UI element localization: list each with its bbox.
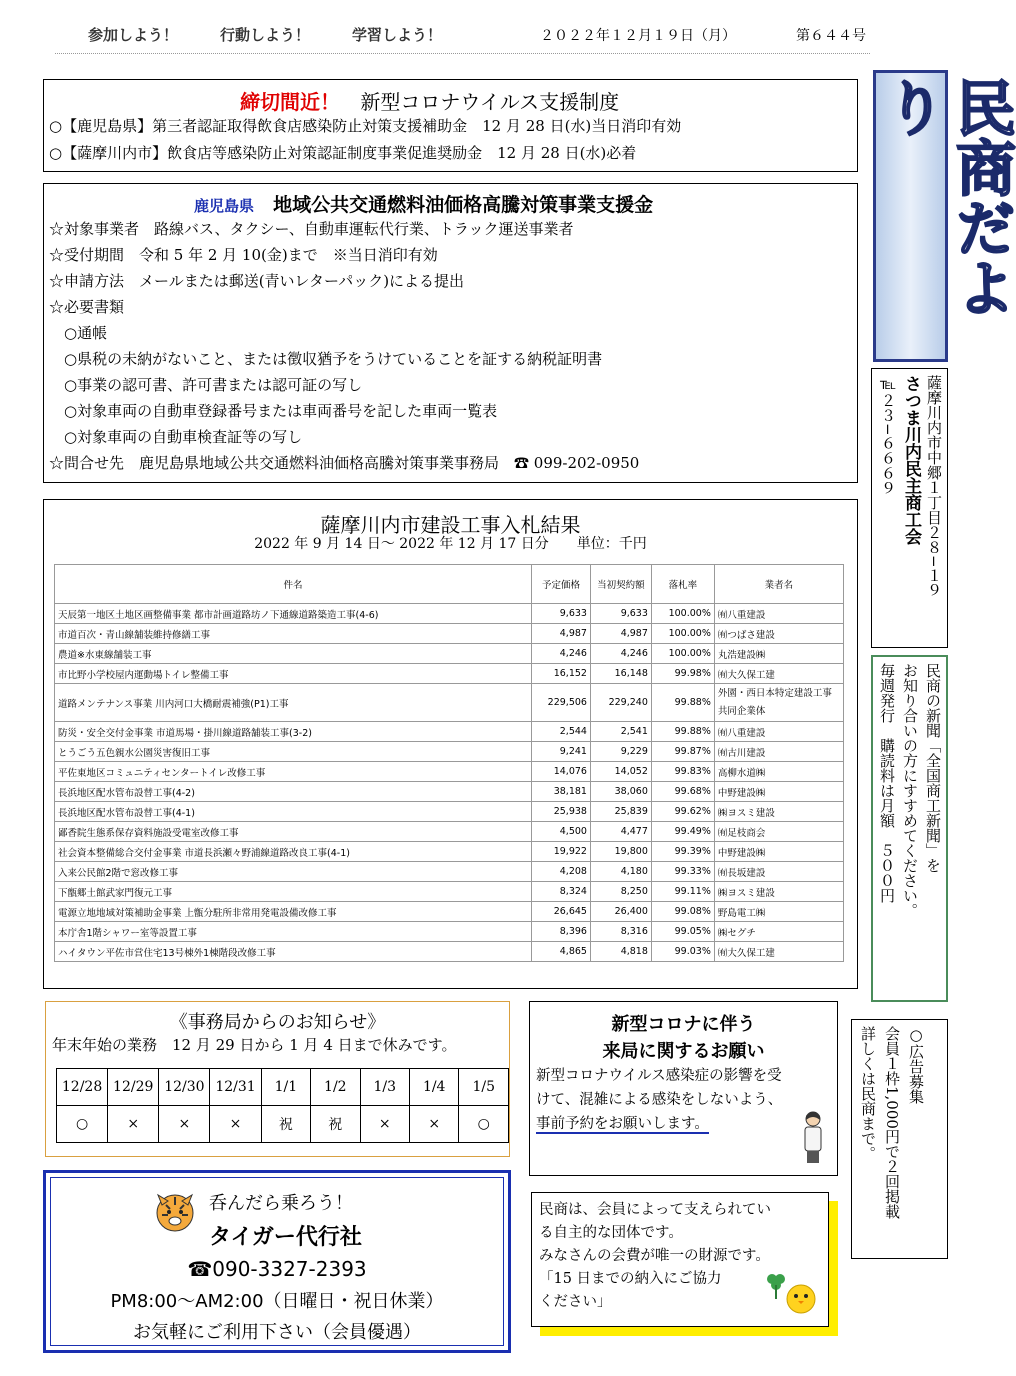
bid-rate: 99.11%: [651, 882, 714, 902]
bid-rate: 99.08%: [651, 902, 714, 922]
bid-contract-amount: 9,229: [590, 742, 651, 762]
bid-project-name: 長浜地区配水管布設替工事(4-1): [55, 802, 532, 822]
col-header: 落札率: [651, 565, 714, 604]
table-row: [55, 604, 844, 624]
bid-contractor: 外園・西日本特定建設工事共同企業体: [714, 684, 843, 722]
bid-contract-amount: 19,800: [590, 842, 651, 862]
newspaper-line: お知り合いの方にすすめてください。: [901, 663, 919, 918]
bid-project-name: ハイタウン平佐市営住宅13号棟外1棟階段改修工事: [55, 942, 532, 962]
issue-number: 第６４４号: [796, 28, 866, 44]
header-slogan-3: 学習しよう！: [352, 26, 443, 44]
bid-rate: 99.03%: [651, 942, 714, 962]
bid-results-subtitle: 2022 年 9 月 14 日～ 2022 年 12 月 17 日分 単位：千円: [254, 536, 647, 552]
table-row: [55, 624, 844, 644]
bid-planned-price: 25,938: [532, 802, 591, 822]
bid-rate: 100.00%: [651, 604, 714, 624]
holiday-status: ○: [459, 1106, 509, 1143]
fuel-line: ☆申請方法 メールまたは郵送(青いレターパック)による提出: [49, 272, 465, 290]
ad-recruitment-text: [856, 1026, 928, 1252]
tiger-icon: [154, 1191, 196, 1237]
bid-rate: 99.68%: [651, 782, 714, 802]
bid-rate: 100.00%: [651, 624, 714, 644]
bid-planned-price: 4,208: [532, 862, 591, 882]
bid-project-name: 防災・安全交付金事業 市道馬場・掛川線道路舗装工事(3-2): [55, 722, 532, 742]
fuel-subsidy-box: [43, 183, 858, 483]
prefecture-label: 鹿児島県: [194, 197, 255, 215]
newspaper-box: [871, 655, 948, 1002]
membership-line: ください」: [539, 1294, 612, 1310]
col-header: 業者名: [714, 565, 843, 604]
bid-contractor: ㈲古川建設: [714, 742, 843, 762]
bid-contractor: ㈱ヨスミ建設: [714, 802, 843, 822]
bid-project-name: 農道※水東線舗装工事: [55, 644, 532, 664]
bid-contract-amount: 4,818: [590, 942, 651, 962]
bid-contract-amount: 229,240: [590, 684, 651, 722]
bid-contract-amount: 8,250: [590, 882, 651, 902]
address-line: 薩摩川内市中郷１丁目２８−１９: [925, 375, 943, 598]
office-notice-box: [45, 1001, 510, 1157]
fuel-line: ○県税の未納がないこと、または徴収猶予をうけていることを証する納税証明書: [49, 350, 603, 368]
col-header: 当初契約額: [590, 565, 651, 604]
fuel-subsidy-title: 地域公共交通燃料油価格高騰対策事業支援金: [273, 194, 654, 216]
bid-planned-price: 4,500: [532, 822, 591, 842]
bid-rate: 99.05%: [651, 922, 714, 942]
bid-project-name: 入来公民館2階で窓改修工事: [55, 862, 532, 882]
bid-table: [54, 564, 844, 962]
bid-contract-amount: 14,052: [590, 762, 651, 782]
bid-contractor: 中野建設㈱: [714, 782, 843, 802]
visit-request-box: [529, 1001, 838, 1176]
bid-contractor: ㈱ヨスミ建設: [714, 882, 843, 902]
membership-line: る自主的な団体です。: [539, 1225, 683, 1241]
bid-planned-price: 229,506: [532, 684, 591, 722]
table-row: [55, 802, 844, 822]
table-row: [55, 664, 844, 684]
corona-support-box: [43, 79, 858, 172]
holiday-date: 1/1: [261, 1069, 310, 1106]
bid-project-name: 長浜地区配水管布設替工事(4-2): [55, 782, 532, 802]
bid-project-name: 社会資本整備総合交付金事業 市道長浜瀬々野浦線道路改良工事(4-1): [55, 842, 532, 862]
fuel-line: ○事業の認可書、許可書または認可証の写し: [49, 376, 363, 394]
table-row: [55, 782, 844, 802]
fuel-line: ☆対象事業者 路線バス、タクシー、自動車運転代行業、トラック運送事業者: [49, 220, 574, 238]
header-slogan-1: 参加しよう！: [88, 26, 179, 44]
newspaper-line: 毎週発行 購読料は月額 ５００円: [878, 663, 896, 903]
fuel-line: ○対象車両の自動車検査証等の写し: [49, 428, 303, 446]
bid-project-name: とうごう五色親水公園災害復旧工事: [55, 742, 532, 762]
bid-contract-amount: 8,316: [590, 922, 651, 942]
col-header: 件名: [55, 565, 532, 604]
bid-contractor: ㈲長坂建設: [714, 862, 843, 882]
bid-contractor: ㈲大久保工建: [714, 942, 843, 962]
membership-line: 民商は、会員によって支えられてい: [539, 1202, 771, 1218]
bid-planned-price: 16,152: [532, 664, 591, 684]
col-header: 予定価格: [532, 565, 591, 604]
holiday-table: [56, 1068, 509, 1143]
fuel-line: ☆問合せ先 鹿児島県地域公共交通燃料油価格高騰対策事業事務局 ☎ 099-202-0950: [49, 454, 640, 472]
office-notice-title: 《事務局からのお知らせ》: [169, 1012, 386, 1033]
bid-planned-price: 19,922: [532, 842, 591, 862]
bid-rate: 99.98%: [651, 664, 714, 684]
bid-contract-amount: 25,839: [590, 802, 651, 822]
ad-recruitment-box: [851, 1019, 948, 1259]
bid-planned-price: 26,645: [532, 902, 591, 922]
bid-contractor: ㈲大久保工建: [714, 664, 843, 684]
newspaper-line: 民商の新聞「全国商工新聞」を: [924, 663, 942, 873]
bid-contract-amount: 4,180: [590, 862, 651, 882]
bid-rate: 100.00%: [651, 644, 714, 664]
newspaper-text: [875, 663, 944, 993]
telephone: ℡２３−６６６９: [879, 375, 897, 496]
bid-planned-price: 2,544: [532, 722, 591, 742]
bid-project-name: 本庁舎1階シャワー室等設置工事: [55, 922, 532, 942]
bid-planned-price: 4,246: [532, 644, 591, 664]
table-row: [55, 684, 844, 722]
membership-box: [531, 1192, 829, 1327]
reservation-request: 事前予約をお願いします。: [536, 1116, 709, 1132]
staff-figure-icon: [798, 1110, 828, 1174]
table-row: [55, 742, 844, 762]
bid-results-box: [43, 499, 858, 989]
bid-rate: 99.39%: [651, 842, 714, 862]
fuel-line: ☆受付期間 令和 5 年 2 月 10(金)まで ※当日消印有効: [49, 246, 438, 264]
holiday-status: ×: [108, 1106, 159, 1143]
bid-contractor: ㈱セグチ: [714, 922, 843, 942]
bid-contractor: ㈲八重建設: [714, 604, 843, 624]
table-row: [55, 942, 844, 962]
bid-rate: 99.33%: [651, 862, 714, 882]
holiday-date: 12/28: [57, 1069, 108, 1106]
membership-text: [539, 1199, 771, 1314]
bid-rate: 99.83%: [651, 762, 714, 782]
masthead-title: 民商だより: [876, 77, 1016, 317]
bid-project-name: 天辰第一地区土地区画整備事業 都市計画道路坊ノ下通線道路築造工事(4-6): [55, 604, 532, 624]
ad-line: 会員１枠1,000円で２回掲載: [883, 1026, 901, 1219]
ad-line: ○広告募集: [907, 1026, 925, 1104]
holiday-date: 12/29: [108, 1069, 159, 1106]
tiger-ad-box: [43, 1170, 511, 1353]
bid-project-name: 電源立地地域対策補助金事業 上甑分駐所非常用発電設備改修工事: [55, 902, 532, 922]
bid-rate: 99.87%: [651, 742, 714, 762]
tiger-tagline: 呑んだら乗ろう！: [209, 1193, 353, 1214]
bid-planned-price: 8,324: [532, 882, 591, 902]
holiday-date: 12/31: [210, 1069, 261, 1106]
bid-rate: 99.49%: [651, 822, 714, 842]
bid-planned-price: 4,987: [532, 624, 591, 644]
bid-project-name: 市道百次・青山線舗装維持修繕工事: [55, 624, 532, 644]
issue-date: ２０２２年１２月１９日（月）: [540, 28, 736, 44]
holiday-status: ×: [210, 1106, 261, 1143]
bid-results-title: 薩摩川内市建設工事入札結果: [320, 513, 581, 537]
bid-rate: 99.88%: [651, 722, 714, 742]
bid-contractor: 丸浩建設㈱: [714, 644, 843, 664]
table-row: [55, 822, 844, 842]
holiday-date: 1/5: [459, 1069, 509, 1106]
ad-line: 詳しくは民商まで。: [859, 1026, 877, 1161]
visit-request-text: 新型コロナウイルス感染症の影響を受けて、混雑による感染をしないよう、: [536, 1068, 783, 1108]
holiday-status: ○: [57, 1106, 108, 1143]
bid-contract-amount: 16,148: [590, 664, 651, 684]
bid-planned-price: 4,865: [532, 942, 591, 962]
bid-planned-price: 38,181: [532, 782, 591, 802]
holiday-date: 1/4: [409, 1069, 458, 1106]
bid-planned-price: 9,633: [532, 604, 591, 624]
bid-project-name: 鄙香院生態系保存資料施設受電室改修工事: [55, 822, 532, 842]
bid-contract-amount: 2,541: [590, 722, 651, 742]
holiday-status: 祝: [311, 1106, 360, 1143]
bid-contract-amount: 4,987: [590, 624, 651, 644]
office-notice-text: 年末年始の業務 12 月 29 日から 1 月 4 日まで休みです。: [52, 1036, 457, 1054]
masthead: [873, 70, 1016, 362]
corona-support-item: ○【薩摩川内市】飲食店等感染防止対策認証制度事業促進奨励金 12 月 28 日(水)必着: [49, 144, 637, 162]
table-row: [55, 842, 844, 862]
address-text: [876, 375, 945, 641]
address-box: [871, 368, 948, 648]
holiday-date: 12/30: [159, 1069, 210, 1106]
holiday-status: ×: [409, 1106, 458, 1143]
holiday-status: ×: [360, 1106, 409, 1143]
tiger-hours: PM8:00～AM2:00（日曜日・祝日休業）: [110, 1291, 444, 1312]
table-row: [55, 644, 844, 664]
table-row: [55, 762, 844, 782]
bid-rate: 99.88%: [651, 684, 714, 722]
holiday-status: 祝: [261, 1106, 310, 1143]
organization-name: さつま川内民主商工会: [901, 375, 921, 545]
bid-contract-amount: 26,400: [590, 902, 651, 922]
bid-project-name: 市比野小学校屋内運動場トイレ整備工事: [55, 664, 532, 684]
holiday-date: 1/3: [360, 1069, 409, 1106]
visit-request-body: [536, 1064, 794, 1136]
header-divider: [55, 53, 870, 54]
bid-contractor: ㈲つばさ建設: [714, 624, 843, 644]
corona-support-title: 新型コロナウイルス支援制度: [360, 90, 620, 114]
fuel-line: ○通帳: [49, 324, 108, 342]
table-row: [55, 922, 844, 942]
fuel-line: ☆必要書類: [49, 298, 125, 316]
bid-contract-amount: 4,477: [590, 822, 651, 842]
visit-request-title-2: 来局に関するお願い: [602, 1041, 765, 1062]
corona-support-item: ○【鹿児島県】第三者認証取得飲食店感染防止対策支援補助金 12 月 28 日(水)当日消印有効: [49, 117, 682, 135]
header-slogan-2: 行動しよう！: [220, 26, 311, 44]
bid-contract-amount: 38,060: [590, 782, 651, 802]
bid-contractor: 中野建設㈱: [714, 842, 843, 862]
table-row: [55, 722, 844, 742]
bid-contractor: 野島電工㈱: [714, 902, 843, 922]
tiger-phone: ☎090-3327-2393: [187, 1257, 367, 1281]
deadline-label: 締切間近！: [240, 90, 340, 114]
bid-contractor: ㈲八重建設: [714, 722, 843, 742]
table-row: [55, 882, 844, 902]
membership-line: 「15 日までの納入にご協力: [539, 1271, 722, 1287]
bid-rate: 99.62%: [651, 802, 714, 822]
holiday-status: ×: [159, 1106, 210, 1143]
bid-planned-price: 14,076: [532, 762, 591, 782]
membership-line: みなさんの会費が唯一の財源です。: [539, 1248, 770, 1264]
bid-project-name: 平佐東地区コミュニティセンタートイレ改修工事: [55, 762, 532, 782]
fuel-line: ○対象車両の自動車登録番号または車両番号を記した車両一覧表: [49, 402, 498, 420]
bid-contract-amount: 9,633: [590, 604, 651, 624]
table-row: [55, 902, 844, 922]
bid-contractor: ㈲足枝商会: [714, 822, 843, 842]
tiger-note: お気軽にご利用下さい（会員優遇）: [133, 1322, 421, 1343]
chick-icon: [784, 1279, 818, 1319]
table-row: [55, 862, 844, 882]
tiger-company-name: タイガー代行社: [209, 1225, 362, 1250]
bid-project-name: 下甑郷土館武家門復元工事: [55, 882, 532, 902]
visit-request-title: 新型コロナに伴う: [611, 1014, 756, 1035]
bid-contractor: 高柳水道㈱: [714, 762, 843, 782]
bid-project-name: 道路メンテナンス事業 川内河口大橋耐震補強(P1)工事: [55, 684, 532, 722]
bid-planned-price: 8,396: [532, 922, 591, 942]
holiday-date: 1/2: [311, 1069, 360, 1106]
bid-planned-price: 9,241: [532, 742, 591, 762]
bid-contract-amount: 4,246: [590, 644, 651, 664]
